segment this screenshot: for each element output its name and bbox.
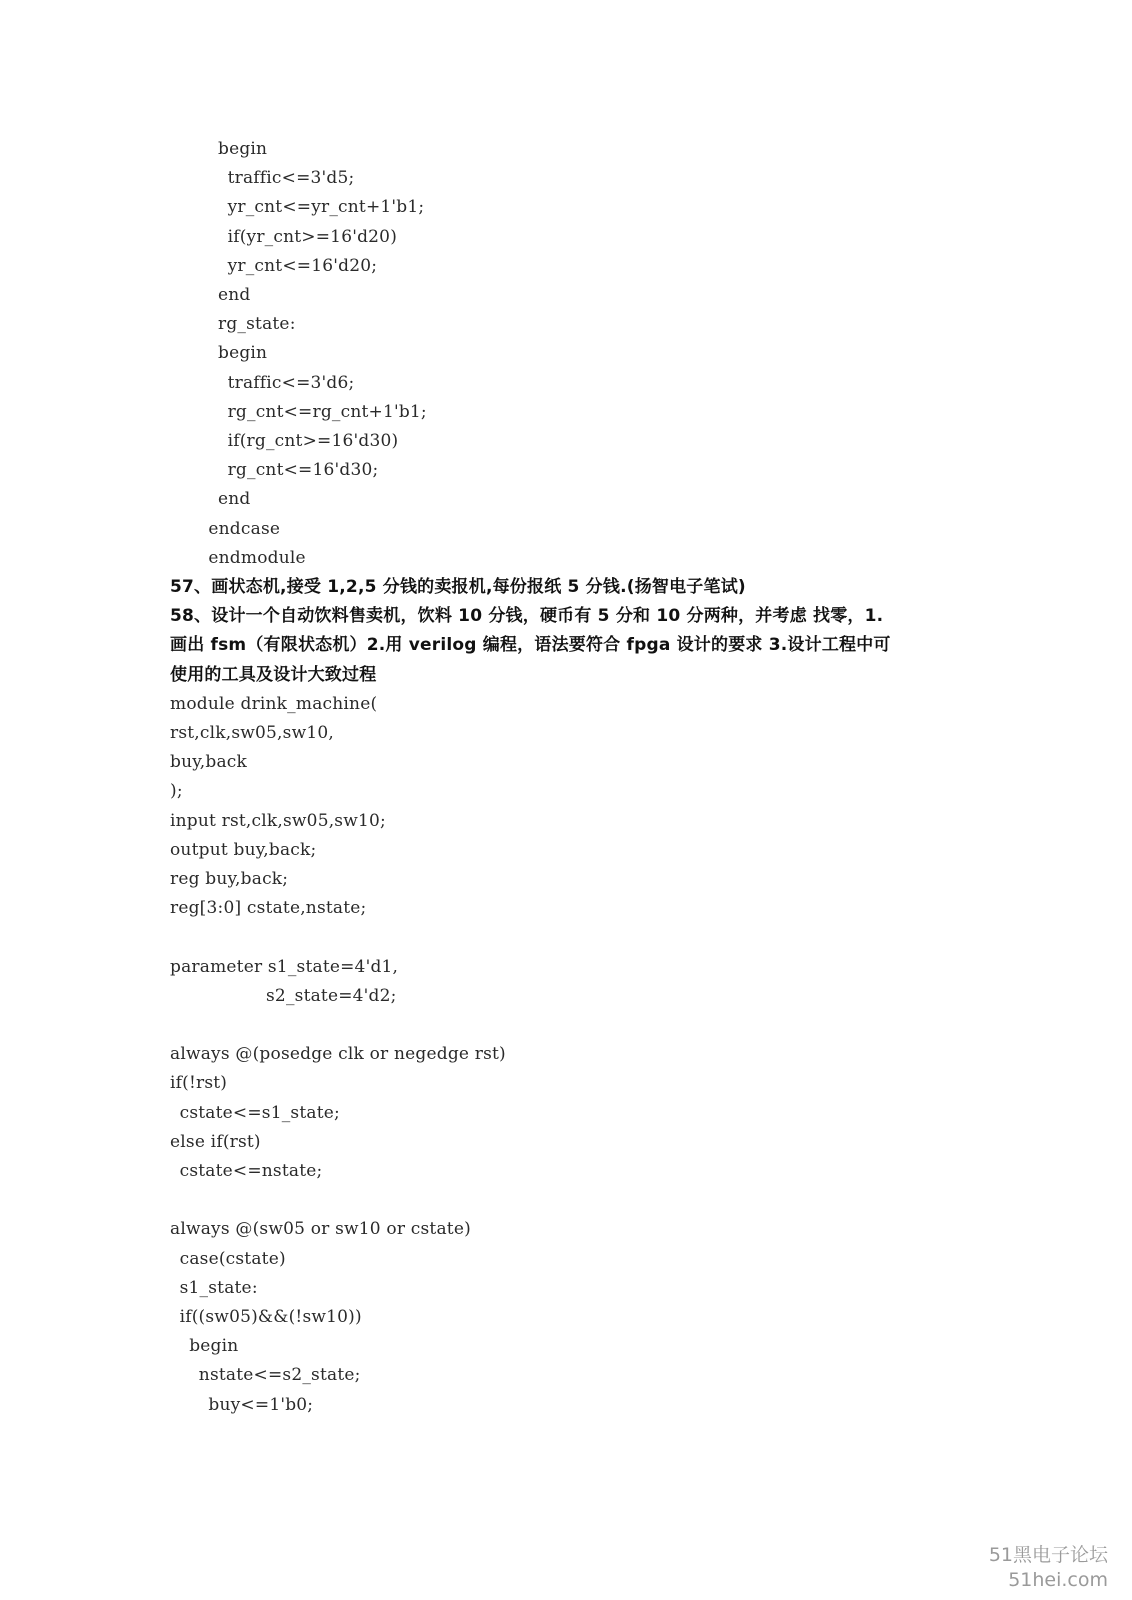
code-line: begin bbox=[218, 139, 268, 159]
code-line: endcase bbox=[208, 518, 281, 539]
code-line: buy<=1'b0; bbox=[208, 1394, 314, 1415]
question-heading-line: 使用的工具及设计大致过程 bbox=[170, 664, 377, 685]
code-line: reg[3:0] cstate,nstate; bbox=[170, 898, 367, 919]
code-line: parameter s1_state=4'd1, bbox=[170, 956, 399, 977]
code-line: cstate<=nstate; bbox=[179, 1161, 323, 1181]
code-line: buy,back bbox=[170, 752, 248, 773]
code-line: nstate<=s2_state; bbox=[198, 1365, 361, 1386]
code-line: end bbox=[218, 489, 251, 510]
question-heading-line: 58、设计一个自动饮料售卖机，饮料 10 分钱，硬币有 5 分和 10 分两种，并考虑 找零，1. bbox=[170, 606, 884, 627]
code-line: endmodule bbox=[208, 547, 306, 568]
code-line: if(yr_cnt>=16'd20) bbox=[227, 226, 398, 247]
code-line: always @(sw05 or sw10 or cstate) bbox=[170, 1219, 471, 1240]
code-line: always @(posedge clk or negedge rst) bbox=[170, 1044, 506, 1065]
code-line: output buy,back; bbox=[170, 839, 317, 860]
code-line: s2_state=4'd2; bbox=[266, 985, 397, 1006]
code-line: reg buy,back; bbox=[170, 869, 289, 889]
code-line: if(rg_cnt>=16'd30) bbox=[227, 431, 399, 451]
watermark-url: 51hei.com bbox=[1008, 1569, 1108, 1591]
code-line: ); bbox=[170, 781, 183, 802]
code-line: end bbox=[218, 285, 251, 305]
question-heading-line: 画出 fsm（有限状态机）2.用 verilog 编程，语法要符合 fpga 设计的要求 3.设计工程中可 bbox=[170, 635, 891, 656]
code-line: cstate<=s1_state; bbox=[179, 1102, 340, 1123]
code-line: if(!rst) bbox=[170, 1073, 228, 1094]
code-line: rg_cnt<=16'd30; bbox=[227, 460, 379, 481]
watermark-title: 51黑电子论坛 bbox=[988, 1544, 1108, 1566]
code-line: begin bbox=[218, 343, 268, 364]
code-line: module drink_machine( bbox=[170, 693, 378, 714]
code-line: case(cstate) bbox=[179, 1248, 286, 1269]
question-heading-line: 57、画状态机,接受 1,2,5 分钱的卖报机,每份报纸 5 分钱.(扬智电子笔试) bbox=[170, 577, 746, 597]
site-watermark bbox=[989, 1542, 1108, 1592]
code-line: yr_cnt<=yr_cnt+1'b1; bbox=[227, 197, 425, 218]
code-line: rst,clk,sw05,sw10, bbox=[170, 723, 334, 743]
code-line: else if(rst) bbox=[170, 1131, 261, 1152]
code-line: traffic<=3'd6; bbox=[227, 372, 355, 393]
code-line: yr_cnt<=16'd20; bbox=[227, 255, 378, 276]
code-line: begin bbox=[189, 1336, 239, 1357]
code-line: input rst,clk,sw05,sw10; bbox=[170, 810, 386, 831]
code-line: rg_state: bbox=[218, 314, 296, 335]
code-line: if((sw05)&&(!sw10)) bbox=[179, 1307, 362, 1327]
code-line: traffic<=3'd5; bbox=[227, 168, 355, 189]
code-line: rg_cnt<=rg_cnt+1'b1; bbox=[227, 401, 427, 422]
code-line: s1_state: bbox=[179, 1277, 258, 1298]
